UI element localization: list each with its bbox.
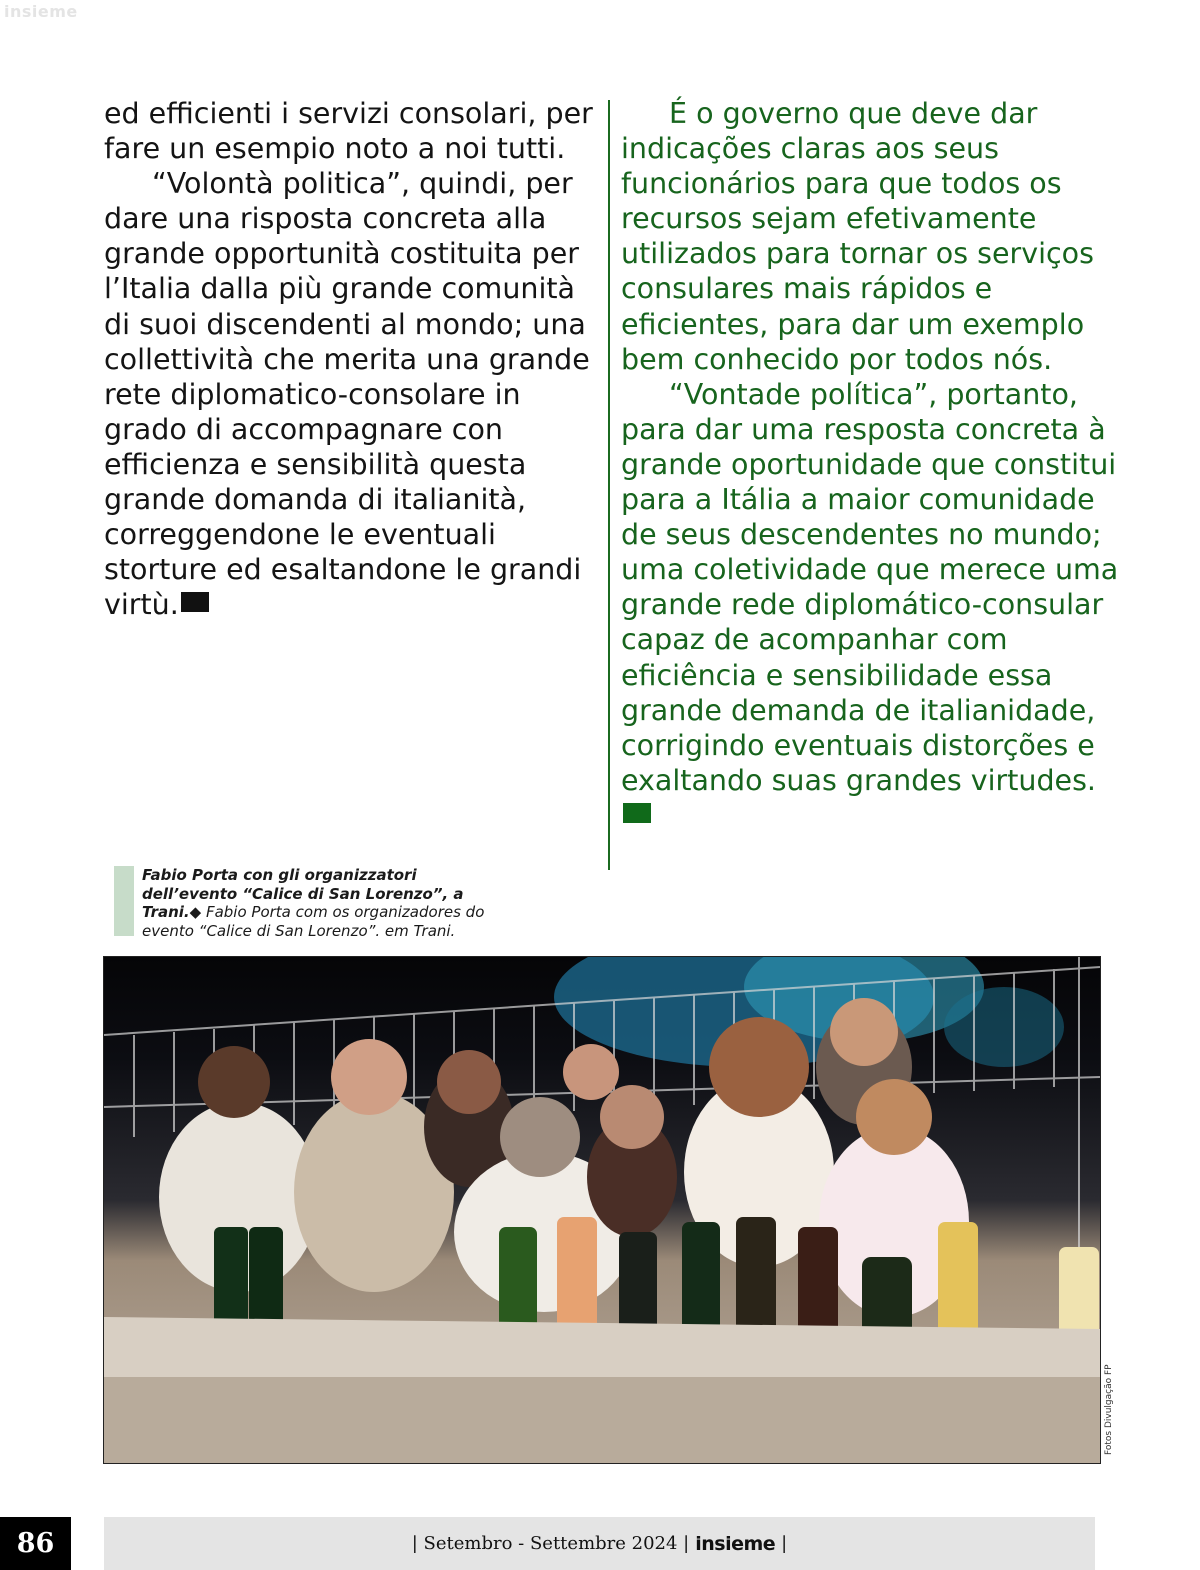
photo-caption <box>142 866 502 940</box>
portuguese-paragraph-2 <box>621 377 1121 833</box>
portuguese-column <box>621 96 1121 833</box>
italian-column <box>104 96 594 622</box>
caption-bar <box>114 866 134 936</box>
column-divider <box>608 100 610 870</box>
footer-separator: | <box>781 1533 788 1554</box>
caption-portuguese: Fabio Porta com os organizadores do evento “Calice di San Lorenzo”. em Trani. <box>142 903 485 940</box>
italian-paragraph-2-text: “Volontà politica”, quindi, per dare una risposta concreta alla grande opportunità costituita per l’Italia dalla più grande comunità di suoi discendenti al mondo; una collettività che merita una grande rete diplomatico-consolare in grado di accompagnare con efficienza e sensibilità questa grande domanda di italianità, correggendone le eventuali storture ed esaltandone le grandi virtù. <box>104 167 590 622</box>
footer-brand-logo: insieme <box>695 1532 776 1555</box>
watermark-logo: insieme <box>4 2 78 21</box>
caption-separator-icon: ◆ <box>189 903 202 921</box>
portuguese-paragraph-2-text: “Vontade política”, portanto, para dar uma resposta concreta à grande oportunidade que constitui para a Itália a maior comunidade de seus descendentes no mundo; uma coletividade que merece uma grande rede diplomático-consular capaz de acompanhar com eficiência e sensibilidade essa grande demanda de italianidade, corrigindo eventuais distorções e exaltando suas grandes virtudes. <box>621 377 1119 797</box>
end-of-article-mark <box>181 592 209 612</box>
italian-paragraph-1: ed efficienti i servizi consolari, per fare un esempio noto a noi tutti. <box>104 97 593 166</box>
portuguese-paragraph-1: É o governo que deve dar indicações claras aos seus funcionários para que todos os recursos sejam efetivamente utilizados para tornar os serviços consulares mais rápidos e eficientes, para dar um exemplo bem conhecido por todos nós. <box>621 97 1094 376</box>
end-of-article-mark <box>623 803 651 823</box>
caption-italian: Fabio Porta con gli organizzatori dell’evento “Calice di San Lorenzo”, a Trani. <box>142 866 464 921</box>
photo-credit: Fotos Divulgação FP <box>1104 1364 1114 1455</box>
footer-date: | Setembro - Settembre 2024 | <box>411 1533 690 1554</box>
italian-paragraph-2 <box>104 166 594 622</box>
page-number: 86 <box>0 1517 71 1570</box>
event-photo <box>103 956 1101 1464</box>
page-footer <box>104 1517 1095 1570</box>
